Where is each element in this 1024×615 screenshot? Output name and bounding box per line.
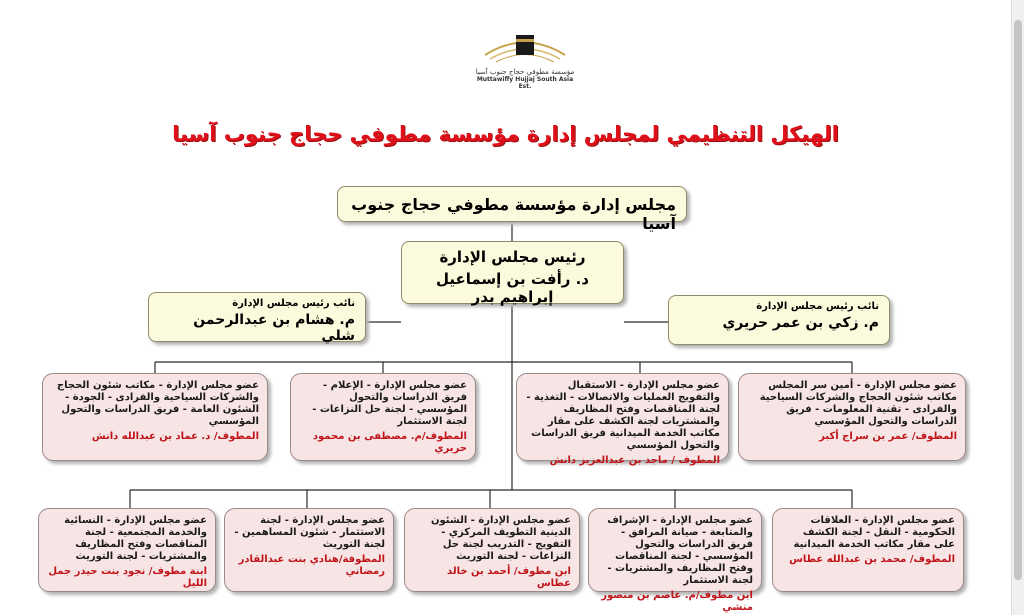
member-box xyxy=(588,508,762,613)
vice-right-role: نائب رئيس مجلس الإدارة xyxy=(756,301,879,312)
page-title: الهيكل التنظيمي لمجلس إدارة مؤسسة مطوفي حجاج جنوب آسيا xyxy=(172,122,839,146)
member-roles: عضو مجلس الإدارة - الإعلام - فريق الدراسات والتحول المؤسسي - لجنة حل النزاعات - لجنة الاستثمار xyxy=(312,380,467,427)
vice-left-name: م. هشام بن عبدالرحمن شلي xyxy=(193,312,355,344)
member-box xyxy=(772,508,964,592)
member-name: ابن مطوف/ أحمد بن خالد عطاس xyxy=(447,566,571,589)
vice-right-name: م. زكي بن عمر حريري xyxy=(722,315,879,331)
member-box xyxy=(290,373,476,461)
member-box xyxy=(516,373,729,466)
scrollbar-thumb[interactable] xyxy=(1014,20,1022,580)
logo-arabic-text: مؤسسة مطوفي حجاج جنوب آسيا xyxy=(475,68,575,76)
member-box xyxy=(38,508,216,592)
member-roles: عضو مجلس الإدارة - الشئون الدينية التطويف المركزي - التفويج - التدريب لجنة حل النزاعات - لجنة التوريث xyxy=(431,515,571,562)
vertical-scrollbar[interactable] xyxy=(1011,0,1024,615)
member-roles: عضو مجلس الإدارة - لجنة الاستثمار - شئون المساهمين - لجنة التوريث xyxy=(234,515,385,550)
member-roles: عضو مجلس الإدارة - الاستقبال والتفويج العمليات والاتصالات - التغذية - لجنة المناقصات وفتح المظاريف والمشتريات لجنة الكشف على مقار مكاتب الخدمة الميدانية فريق الدراسات والتحول المؤسسي xyxy=(526,380,720,451)
member-roles: عضو مجلس الإدارة - العلاقات الحكومية - النقل - لجنة الكشف على مقار مكاتب الخدمة الميدانية xyxy=(793,515,955,550)
chairman-box xyxy=(401,241,624,304)
member-name: المطوف/ محمد بن عبدالله عطاس xyxy=(789,554,955,565)
vice-chairman-right-box xyxy=(668,295,890,345)
member-name: ابنة مطوف/ نجود بنت حيدر جمل الليل xyxy=(48,566,207,589)
member-roles: عضو مجلس الإدارة - النسائية والخدمة المجتمعية - لجنة المناقصات وفتح المظاريف والمشتريات - لجنة التوريث xyxy=(64,515,207,562)
vice-left-role: نائب رئيس مجلس الإدارة xyxy=(232,298,355,309)
chairman-role: رئيس مجلس الإدارة xyxy=(439,248,586,266)
member-roles: عضو مجلس الإدارة - مكاتب شئون الحجاج والشركات السياحية والفرادى - الجودة - الشئون العامة - فريق الدراسات والتحول المؤسسي xyxy=(56,380,259,427)
member-name: المطوفة/هنادي بنت عبدالقادر رمضاني xyxy=(238,554,385,577)
board-box: مجلس إدارة مؤسسة مطوفي حجاج جنوب آسيا xyxy=(337,186,687,222)
member-box xyxy=(224,508,394,592)
chairman-name: د. رأفت بن إسماعيل إبراهيم بدر xyxy=(435,270,589,306)
member-roles: عضو مجلس الإدارة - أمين سر المجلس مكاتب شئون الحجاج والشركات السياحية والفرادى - تقنية المعلومات - فريق الدراسات والتحول المؤسسي xyxy=(759,380,957,427)
member-box xyxy=(404,508,580,592)
member-name: المطوف / ماجد بن عبدالعزيز دانش xyxy=(549,455,720,466)
member-name: المطوف/ عمر بن سراج أكبر xyxy=(819,431,957,442)
member-name: المطوف/ د. عماد بن عبدالله دانش xyxy=(91,431,259,442)
member-box xyxy=(738,373,966,461)
member-name: ابن مطوف/م. عاصم بن منصور منشي xyxy=(601,590,753,613)
logo-english-text: Muttawiffy Hujjaj South Asia Est. xyxy=(476,76,574,90)
member-box xyxy=(42,373,268,461)
member-roles: عضو مجلس الإدارة - الإشراف والمتابعة - صيانة المرافق - فريق الدراسات والتحول المؤسسي - لجنة المناقصات وفتح المظاريف والمشتريات - لجنة الاستثمار xyxy=(607,515,753,586)
vice-chairman-left-box xyxy=(148,292,366,342)
member-name: المطوف/م. مصطفى بن محمود حريري xyxy=(312,431,467,454)
